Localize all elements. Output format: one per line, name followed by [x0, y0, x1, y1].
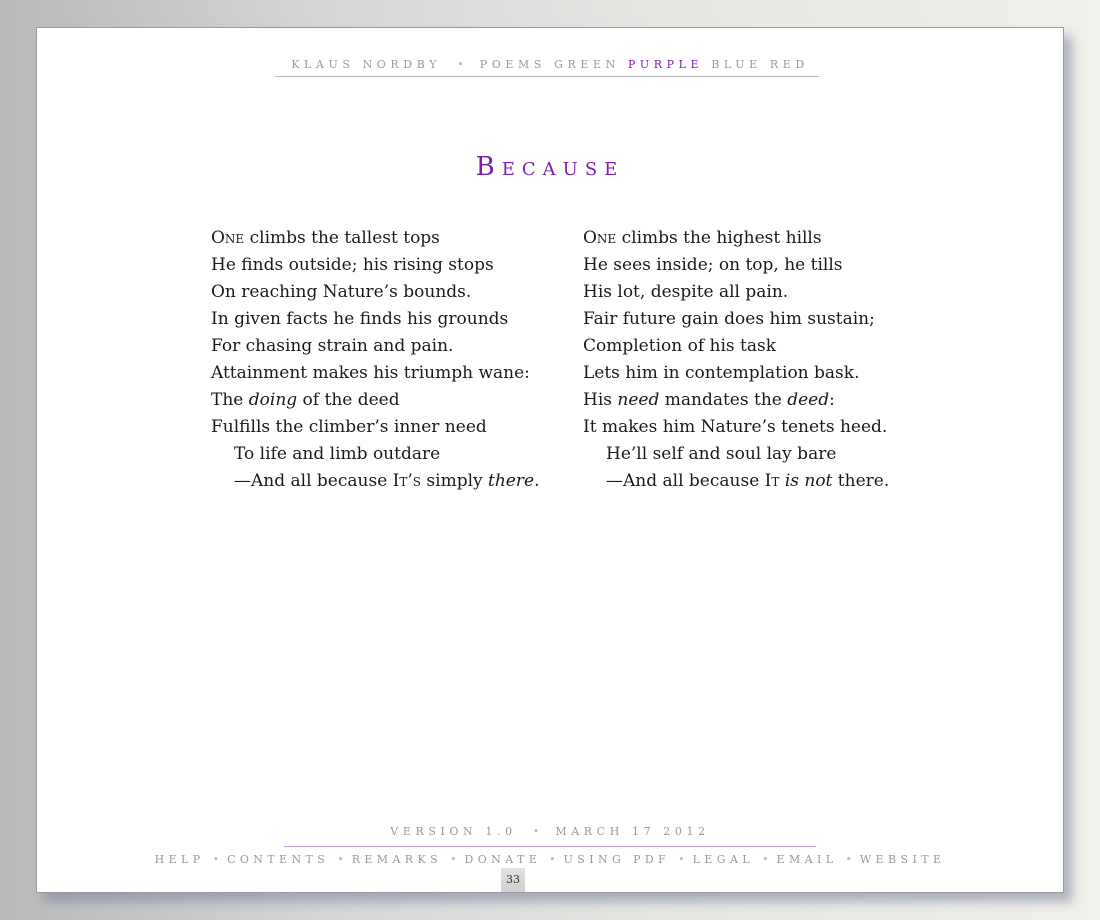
- footer-divider: [284, 846, 816, 847]
- version-line: [37, 825, 1063, 838]
- small-caps-word: One: [211, 228, 245, 248]
- poem-line: His lot, despite all pain.: [583, 282, 789, 302]
- footer-link-website[interactable]: WEBSITE: [859, 853, 946, 866]
- poem-line: Lets him in contemplation bask.: [583, 363, 860, 383]
- poem-line: [211, 225, 539, 252]
- header-nav: [37, 58, 1063, 71]
- line-text: climbs the highest hills: [616, 228, 822, 248]
- line-text: —And all because: [606, 471, 765, 491]
- italic-word: need: [617, 390, 660, 410]
- footer-link-legal[interactable]: LEGAL: [692, 853, 755, 866]
- version-label: VERSION 1.0: [390, 825, 517, 838]
- footer-link-donate[interactable]: DONATE: [464, 853, 542, 866]
- page-number: 33: [501, 868, 525, 892]
- poem-line: Attainment makes his triumph wane:: [211, 363, 530, 383]
- header-divider: [275, 76, 819, 77]
- line-text: .: [534, 471, 540, 491]
- line-text: The: [211, 390, 249, 410]
- poem-title: Because: [475, 152, 625, 182]
- line-text: :: [829, 390, 835, 410]
- poem-line: Fair future gain does him sustain;: [583, 309, 875, 329]
- footer-link-email[interactable]: EMAIL: [776, 853, 838, 866]
- footer-separator: •: [549, 853, 556, 866]
- footer-separator: •: [450, 853, 457, 866]
- poem-line: [211, 387, 539, 414]
- line-text: —And all because: [234, 471, 393, 491]
- header-link-purple-active[interactable]: PURPLE: [628, 58, 704, 71]
- footer-nav: [37, 853, 1063, 866]
- footer-separator: •: [212, 853, 220, 866]
- poem-line: [583, 387, 889, 414]
- poem-line: In given facts he finds his grounds: [211, 309, 509, 329]
- line-text: simply: [421, 471, 489, 491]
- header-author-link[interactable]: KLAUS NORDBY: [291, 58, 442, 71]
- poem-line: Completion of his task: [583, 336, 777, 356]
- header-link-red[interactable]: RED: [769, 58, 809, 71]
- poem-line: He finds outside; his rising stops: [211, 255, 494, 275]
- poem-line-indented: To life and limb outdare: [234, 444, 441, 464]
- poem-line: For chasing strain and pain.: [211, 336, 454, 356]
- small-caps-word: It: [764, 471, 780, 491]
- footer-link-remarks[interactable]: REMARKS: [351, 853, 443, 866]
- document-page: [36, 27, 1064, 893]
- footer-separator: •: [532, 825, 540, 838]
- small-caps-word: One: [583, 228, 617, 248]
- italic-word: is not: [784, 471, 833, 491]
- header-separator: •: [457, 58, 464, 71]
- poem-line: Fulfills the climber’s inner need: [211, 417, 487, 437]
- poem-line: On reaching Nature’s bounds.: [211, 282, 472, 302]
- header-link-green[interactable]: GREEN: [554, 58, 620, 71]
- line-text: climbs the tallest tops: [244, 228, 440, 248]
- poem-line-indented: [211, 468, 539, 495]
- footer-link-contents[interactable]: CONTENTS: [227, 853, 330, 866]
- line-text: His: [583, 390, 618, 410]
- footer-separator: •: [678, 853, 685, 866]
- poem-line: He sees inside; on top, he tills: [583, 255, 843, 275]
- italic-word: deed: [787, 390, 830, 410]
- italic-word: there: [488, 471, 535, 491]
- header-link-poems[interactable]: POEMS: [479, 58, 547, 71]
- line-text: there.: [832, 471, 890, 491]
- poem-line-indented: He’ll self and soul lay bare: [606, 444, 837, 464]
- poem-line: [583, 225, 889, 252]
- line-text: mandates the: [659, 390, 788, 410]
- footer-link-help[interactable]: HELP: [154, 853, 205, 866]
- header-link-blue[interactable]: BLUE: [711, 58, 762, 71]
- footer-separator: •: [762, 853, 769, 866]
- italic-word: doing: [248, 390, 298, 410]
- poem-line-indented: [583, 468, 889, 495]
- footer-separator: •: [845, 853, 852, 866]
- small-caps-word: It’s: [392, 471, 422, 491]
- poem-line: It makes him Nature’s tenets heed.: [583, 417, 888, 437]
- footer-separator: •: [337, 853, 344, 866]
- line-text: of the deed: [297, 390, 400, 410]
- poem-column-right: [583, 225, 889, 495]
- version-date: MARCH 17 2012: [555, 825, 710, 838]
- poem-column-left: [211, 225, 539, 495]
- footer-link-using-pdf[interactable]: USING PDF: [563, 853, 671, 866]
